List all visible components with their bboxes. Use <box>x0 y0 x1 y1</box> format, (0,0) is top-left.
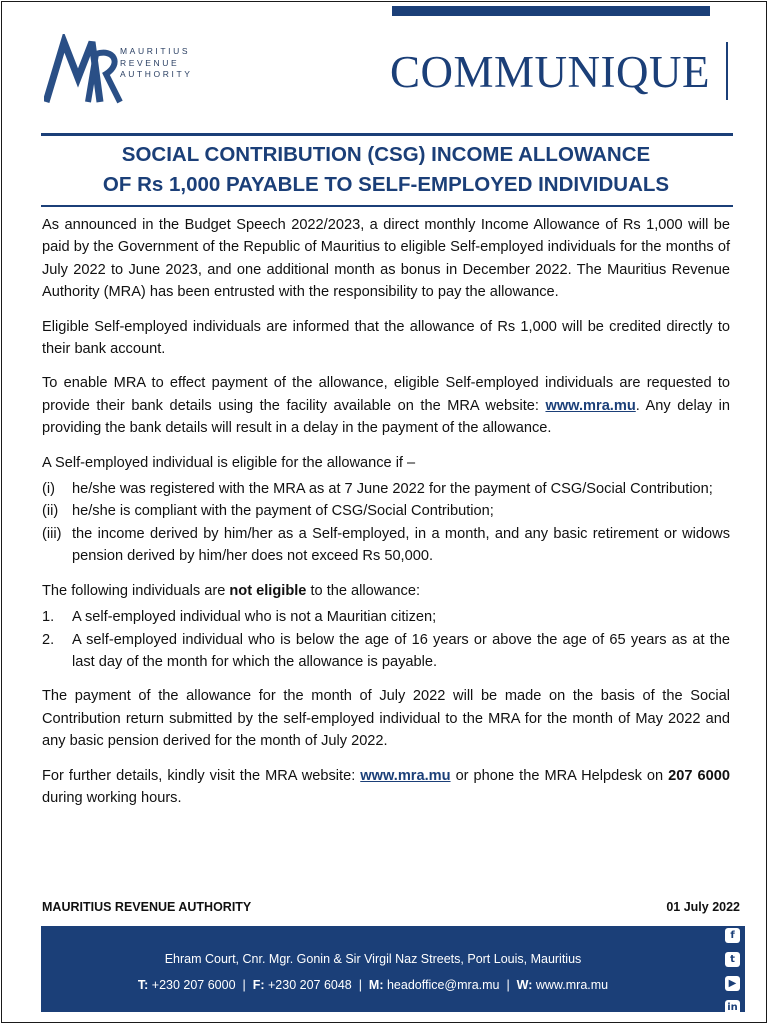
website-address[interactable]: www.mra.mu <box>532 978 609 992</box>
issue-date: 01 July 2022 <box>666 900 740 914</box>
logo-line-3: AUTHORITY <box>120 69 193 79</box>
office-address: Ehram Court, Cnr. Mgr. Gonin & Sir Virgil Naz Streets, Port Louis, Mauritius <box>164 952 582 966</box>
contact-footer <box>41 926 745 1012</box>
eligibility-list <box>42 478 730 568</box>
logo-wordmark <box>120 46 193 81</box>
helpdesk-number: 207 6000 <box>668 767 730 784</box>
signature-row <box>42 900 740 914</box>
issuing-authority: MAURITIUS REVENUE AUTHORITY <box>42 900 252 914</box>
logo-line-1: MAURITIUS <box>120 46 191 56</box>
linkedin-icon[interactable]: in <box>725 1000 740 1015</box>
contact-details: T: +230 207 6000 | F: +230 207 6048 | M: headoffice@mra.mu | W: www.mra.mu <box>137 978 609 992</box>
communique-page <box>1 1 767 1023</box>
title-line-1: SOCIAL CONTRIBUTION (CSG) INCOME ALLOWANCE <box>121 143 651 166</box>
logo-line-2: REVENUE <box>120 57 180 68</box>
top-accent-bar <box>392 6 710 16</box>
mra-logo <box>44 34 194 106</box>
list-item: (i) he/she was registered with the MRA as at 7 June 2022 for the payment of CSG/Social Contribution; <box>42 481 713 498</box>
paragraph-further-details: For further details, kindly visit the MRA website: www.mra.mu or phone the MRA Helpdesk on 207 6000 during working hours. <box>42 767 730 806</box>
communique-heading: COMMUNIQUE <box>390 47 710 97</box>
paragraph-announcement: As announced in the Budget Speech 2022/2023, a direct monthly Income Allowance of Rs 1,000 will be paid by the Government of the Republic of Mauritius to eligible Self-employed individuals for the months of July 2022 to June 2023, and one additional month as bonus in December 2022. The Mauritius Revenue Authority (MRA) has been entrusted with the responsibility to pay the allowance. <box>42 217 730 301</box>
fax-number: +230 207 6048 <box>264 978 352 992</box>
list-item: 1. A self-employed individual who is not a Mauritian citizen; <box>42 609 437 626</box>
youtube-icon[interactable]: ▶ <box>725 976 740 991</box>
document-body <box>42 214 730 821</box>
paragraph-credit: Eligible Self-employed individuals are informed that the allowance of Rs 1,000 will be credited directly to their bank account. <box>42 318 730 358</box>
heading-divider <box>726 42 728 100</box>
title-rule-bottom <box>41 205 733 207</box>
list-item: 2. A self-employed individual who is below the age of 16 years or above the age of 65 years as at the last day of the month for which the allowance is payable. <box>42 631 730 670</box>
title-rule-top <box>41 133 733 136</box>
document-title <box>2 140 767 200</box>
email-address[interactable]: headoffice@mra.mu <box>383 978 500 992</box>
title-line-2: OF Rs 1,000 PAYABLE TO SELF-EMPLOYED INDIVIDUALS <box>102 173 670 196</box>
paragraph-eligibility-intro: A Self-employed individual is eligible for the allowance if – <box>42 454 416 471</box>
social-icons <box>725 928 741 1015</box>
twitter-icon[interactable]: t <box>725 952 740 967</box>
not-eligible-list <box>42 606 730 673</box>
paragraph-not-eligible-intro: The following individuals are not eligible to the allowance: <box>42 582 421 599</box>
list-item: (iii) the income derived by him/her as a Self-employed, in a month, and any basic retirement or widows pension derived by him/her does not exceed Rs 50,000. <box>42 525 730 565</box>
telephone-number: +230 207 6000 <box>148 978 236 992</box>
list-item: (ii) he/she is compliant with the payment of CSG/Social Contribution; <box>42 503 494 520</box>
mra-logo-mark <box>44 34 124 106</box>
paragraph-payment-basis: The payment of the allowance for the month of July 2022 will be made on the basis of the Social Contribution return submitted by the self-employed individual to the MRA for the month of May 2022 and any basic pension derived for the month of July 2022. <box>42 688 730 750</box>
mra-website-link-2[interactable]: www.mra.mu <box>360 767 451 784</box>
paragraph-bank-details: To enable MRA to effect payment of the allowance, eligible Self-employed individuals are requested to provide their bank details using the facility available on the MRA website: www.mra.mu. Any delay in providing the bank details will result in a delay in the payment of the allowance. <box>42 375 731 437</box>
mra-website-link[interactable]: www.mra.mu <box>545 397 636 414</box>
facebook-icon[interactable]: f <box>725 928 740 943</box>
